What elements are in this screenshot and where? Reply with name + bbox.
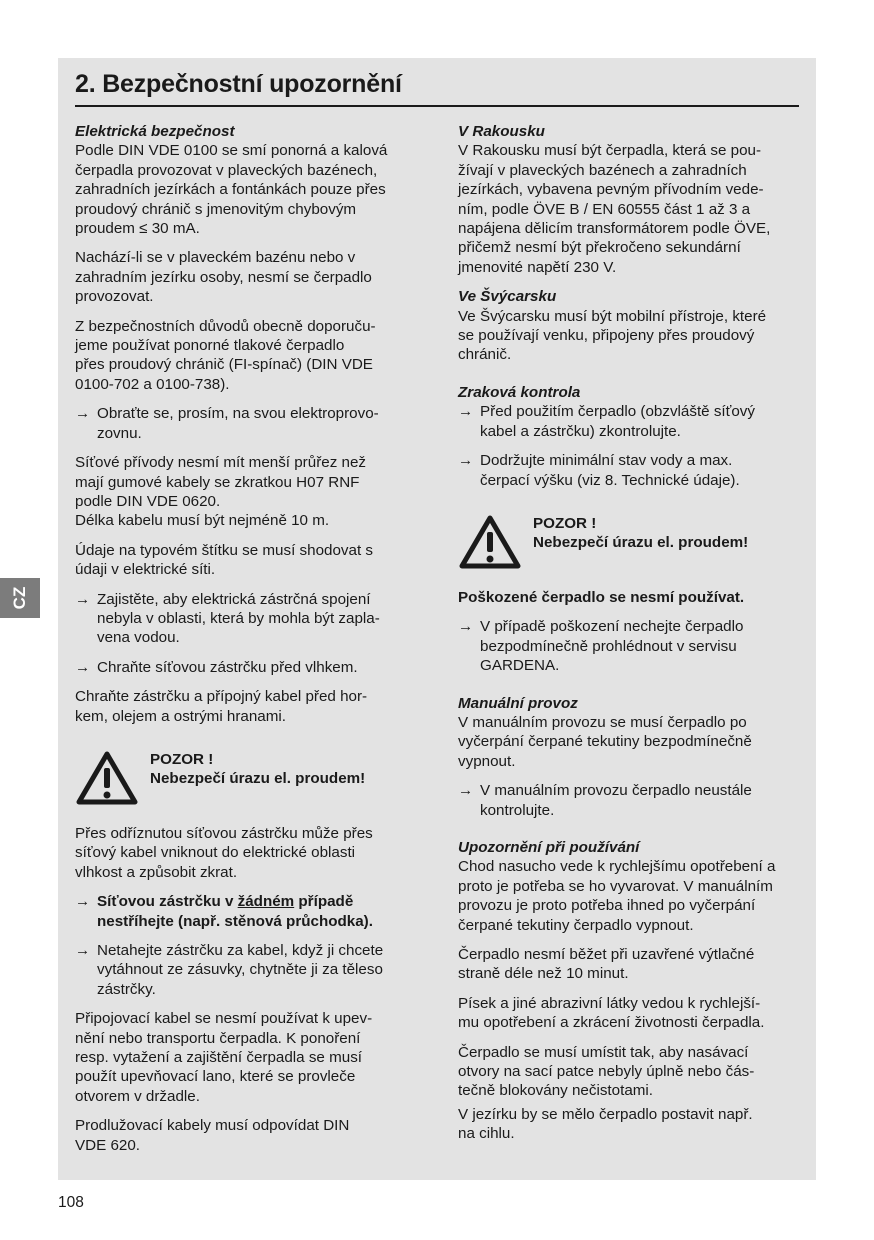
paragraph: Prodlužovací kabely musí odpovídat DIN VDE 620. bbox=[75, 1117, 350, 1154]
bullet-item: → Obraťte se, prosím, na svou elektroprovo- zovnu. bbox=[75, 405, 379, 442]
heading-switzerland: Ve Švýcarsku bbox=[458, 288, 557, 306]
warning-block bbox=[75, 748, 415, 806]
paragraph: V jezírku by se mělo čerpadlo postavit např. na cihlu. bbox=[458, 1105, 753, 1143]
arrow-icon: → bbox=[458, 452, 474, 470]
arrow-icon: → bbox=[458, 618, 474, 636]
paragraph: Přes odříznutou síťovou zástrčku může přes síťový kabel vniknout do elektrické oblasti vlhkost a způsobit zkrat. bbox=[75, 824, 373, 881]
paragraph: Ve Švýcarsku musí být mobilní přístroje, které se používají venku, připojeny přes proudový chránič. bbox=[458, 307, 767, 364]
arrow-icon: → bbox=[458, 403, 474, 421]
paragraph: Údaje na typovém štítku se musí shodovat s údaji v elektrické síti. bbox=[75, 541, 373, 579]
bullet-item: → V manuálním provozu čerpadlo neustále kontrolujte. bbox=[458, 782, 752, 819]
page-title: 2. Bezpečnostní upozornění bbox=[75, 70, 402, 98]
arrow-icon: → bbox=[75, 893, 91, 911]
bold-notice: Poškozené čerpadlo se nesmí používat. bbox=[458, 588, 745, 606]
paragraph: Z bezpečnostních důvodů obecně doporuču- jeme používat ponorné tlakové čerpadlo přes proudový chránič (FI-spínač) (DIN VDE 0100-702 a 0100-738). bbox=[75, 317, 376, 393]
arrow-icon: → bbox=[75, 590, 91, 608]
paragraph: Nachází-li se v plaveckém bazénu nebo v zahradním jezírku osoby, nesmí se čerpadlo provozovat. bbox=[75, 249, 372, 306]
heading-usage-notes: Upozornění při používání bbox=[458, 838, 640, 856]
arrow-icon: → bbox=[75, 942, 91, 959]
bullet-item: → Zajistěte, aby elektrická zástrčná spojení nebyla v oblasti, která by mohla být zapla- vena vodou. bbox=[75, 590, 380, 647]
warning-text: Nebezpečí úrazu el. proudem! bbox=[150, 770, 366, 788]
left-column bbox=[75, 122, 415, 1155]
warning-text: Nebezpečí úrazu el. proudem! bbox=[533, 534, 749, 552]
heading-visual-check: Zraková kontrola bbox=[458, 383, 581, 401]
paragraph: Čerpadlo nesmí běžet při uzavřené výtlačné straně déle než 10 minut. bbox=[458, 946, 755, 983]
paragraph: Chraňte zástrčku a přípojný kabel před hor- kem, olejem a ostrými hranami. bbox=[75, 688, 368, 725]
paragraph: Chod nasucho vede k rychlejšímu opotřebení a proto je potřeba se ho vyvarovat. V manuálním provozu je proto potřeba ihned po vyčerpání čerpané tekutiny čerpadlo vypnout. bbox=[458, 858, 776, 934]
language-tab bbox=[0, 578, 40, 618]
warning-block bbox=[458, 512, 798, 570]
right-column bbox=[458, 122, 798, 1144]
paragraph: Síťové přívody nesmí mít menší průřez než mají gumové kabely se zkratkou H07 RNF podle DIN VDE 0620. Délka kabelu musí být nejméně 10 m. bbox=[75, 454, 366, 530]
warning-triangle-icon bbox=[458, 514, 522, 570]
bullet-item: → Před použitím čerpadlo (obzvláště síťový kabel a zástrčku) zkontrolujte. bbox=[458, 403, 755, 440]
bullet-item-bold: → Síťovou zástrčku v žádném případě nestříhejte (např. stěnová průchodka). bbox=[75, 893, 373, 930]
page-number: 108 bbox=[58, 1194, 84, 1211]
heading-austria: V Rakousku bbox=[458, 123, 545, 140]
arrow-icon: → bbox=[75, 405, 91, 423]
paragraph: V manuálním provozu se musí čerpadlo po vyčerpání čerpané tekutiny bezpodmínečně vypnout. bbox=[458, 713, 752, 770]
paragraph: Písek a jiné abrazivní látky vedou k rychlejší- mu opotřebení a zkrácení životnosti čerpadla. bbox=[458, 994, 765, 1032]
bullet-item: → Chraňte síťovou zástrčku před vlhkem. bbox=[75, 658, 358, 676]
warning-label: POZOR ! bbox=[150, 750, 214, 768]
heading-electrical-safety: Elektrická bezpečnost bbox=[75, 123, 235, 140]
paragraph: Čerpadlo se musí umístit tak, aby nasávací otvory na sací patce nebyly úplně nebo čás- tečně blokovány nečistotami. bbox=[458, 1043, 755, 1100]
paragraph: V Rakousku musí být čerpadla, která se pou- žívají v plaveckých bazénech a zahradních jezírkách, vybavena pevným přívodním vede- ním, podle ÖVE B / EN 60555 část 1 až 3 a napájena dělicím transformátorem podle ÖVE, přičemž nesmí být překročeno sekundární jmenovité napětí 230 V. bbox=[458, 142, 771, 276]
heading-manual-operation: Manuální provoz bbox=[458, 694, 578, 712]
warning-label: POZOR ! bbox=[533, 514, 597, 532]
paragraph: Připojovací kabel se nesmí používat k upev- nění nebo transportu čerpadla. K ponoření resp. vytažení a zajištění čerpadla se musí použít upevňovací lano, které se provleče otvorem v držadle. bbox=[75, 1010, 373, 1105]
title-rule bbox=[75, 105, 799, 107]
paragraph: Podle DIN VDE 0100 se smí ponorná a kalová čerpadla provozovat v plaveckých bazénech, zahradních jezírkách a fontánkách pouze přes proudový chránič s jmenovitým chybovým proudem ≤ 30 mA. bbox=[75, 142, 388, 238]
language-tab-label: CZ bbox=[10, 586, 29, 610]
bullet-item: → V případě poškození nechejte čerpadlo bezpodmínečně prohlédnout v servisu GARDENA. bbox=[458, 618, 744, 675]
bullet-item: → Netahejte zástrčku za kabel, když ji chcete vytáhnout ze zásuvky, chytněte ji za těleso zástrčky. bbox=[75, 942, 384, 998]
arrow-icon: → bbox=[75, 658, 91, 676]
warning-triangle-icon bbox=[75, 750, 139, 806]
bullet-item: → Dodržujte minimální stav vody a max. čerpací výšku (viz 8. Technické údaje). bbox=[458, 452, 740, 489]
arrow-icon: → bbox=[458, 782, 474, 800]
